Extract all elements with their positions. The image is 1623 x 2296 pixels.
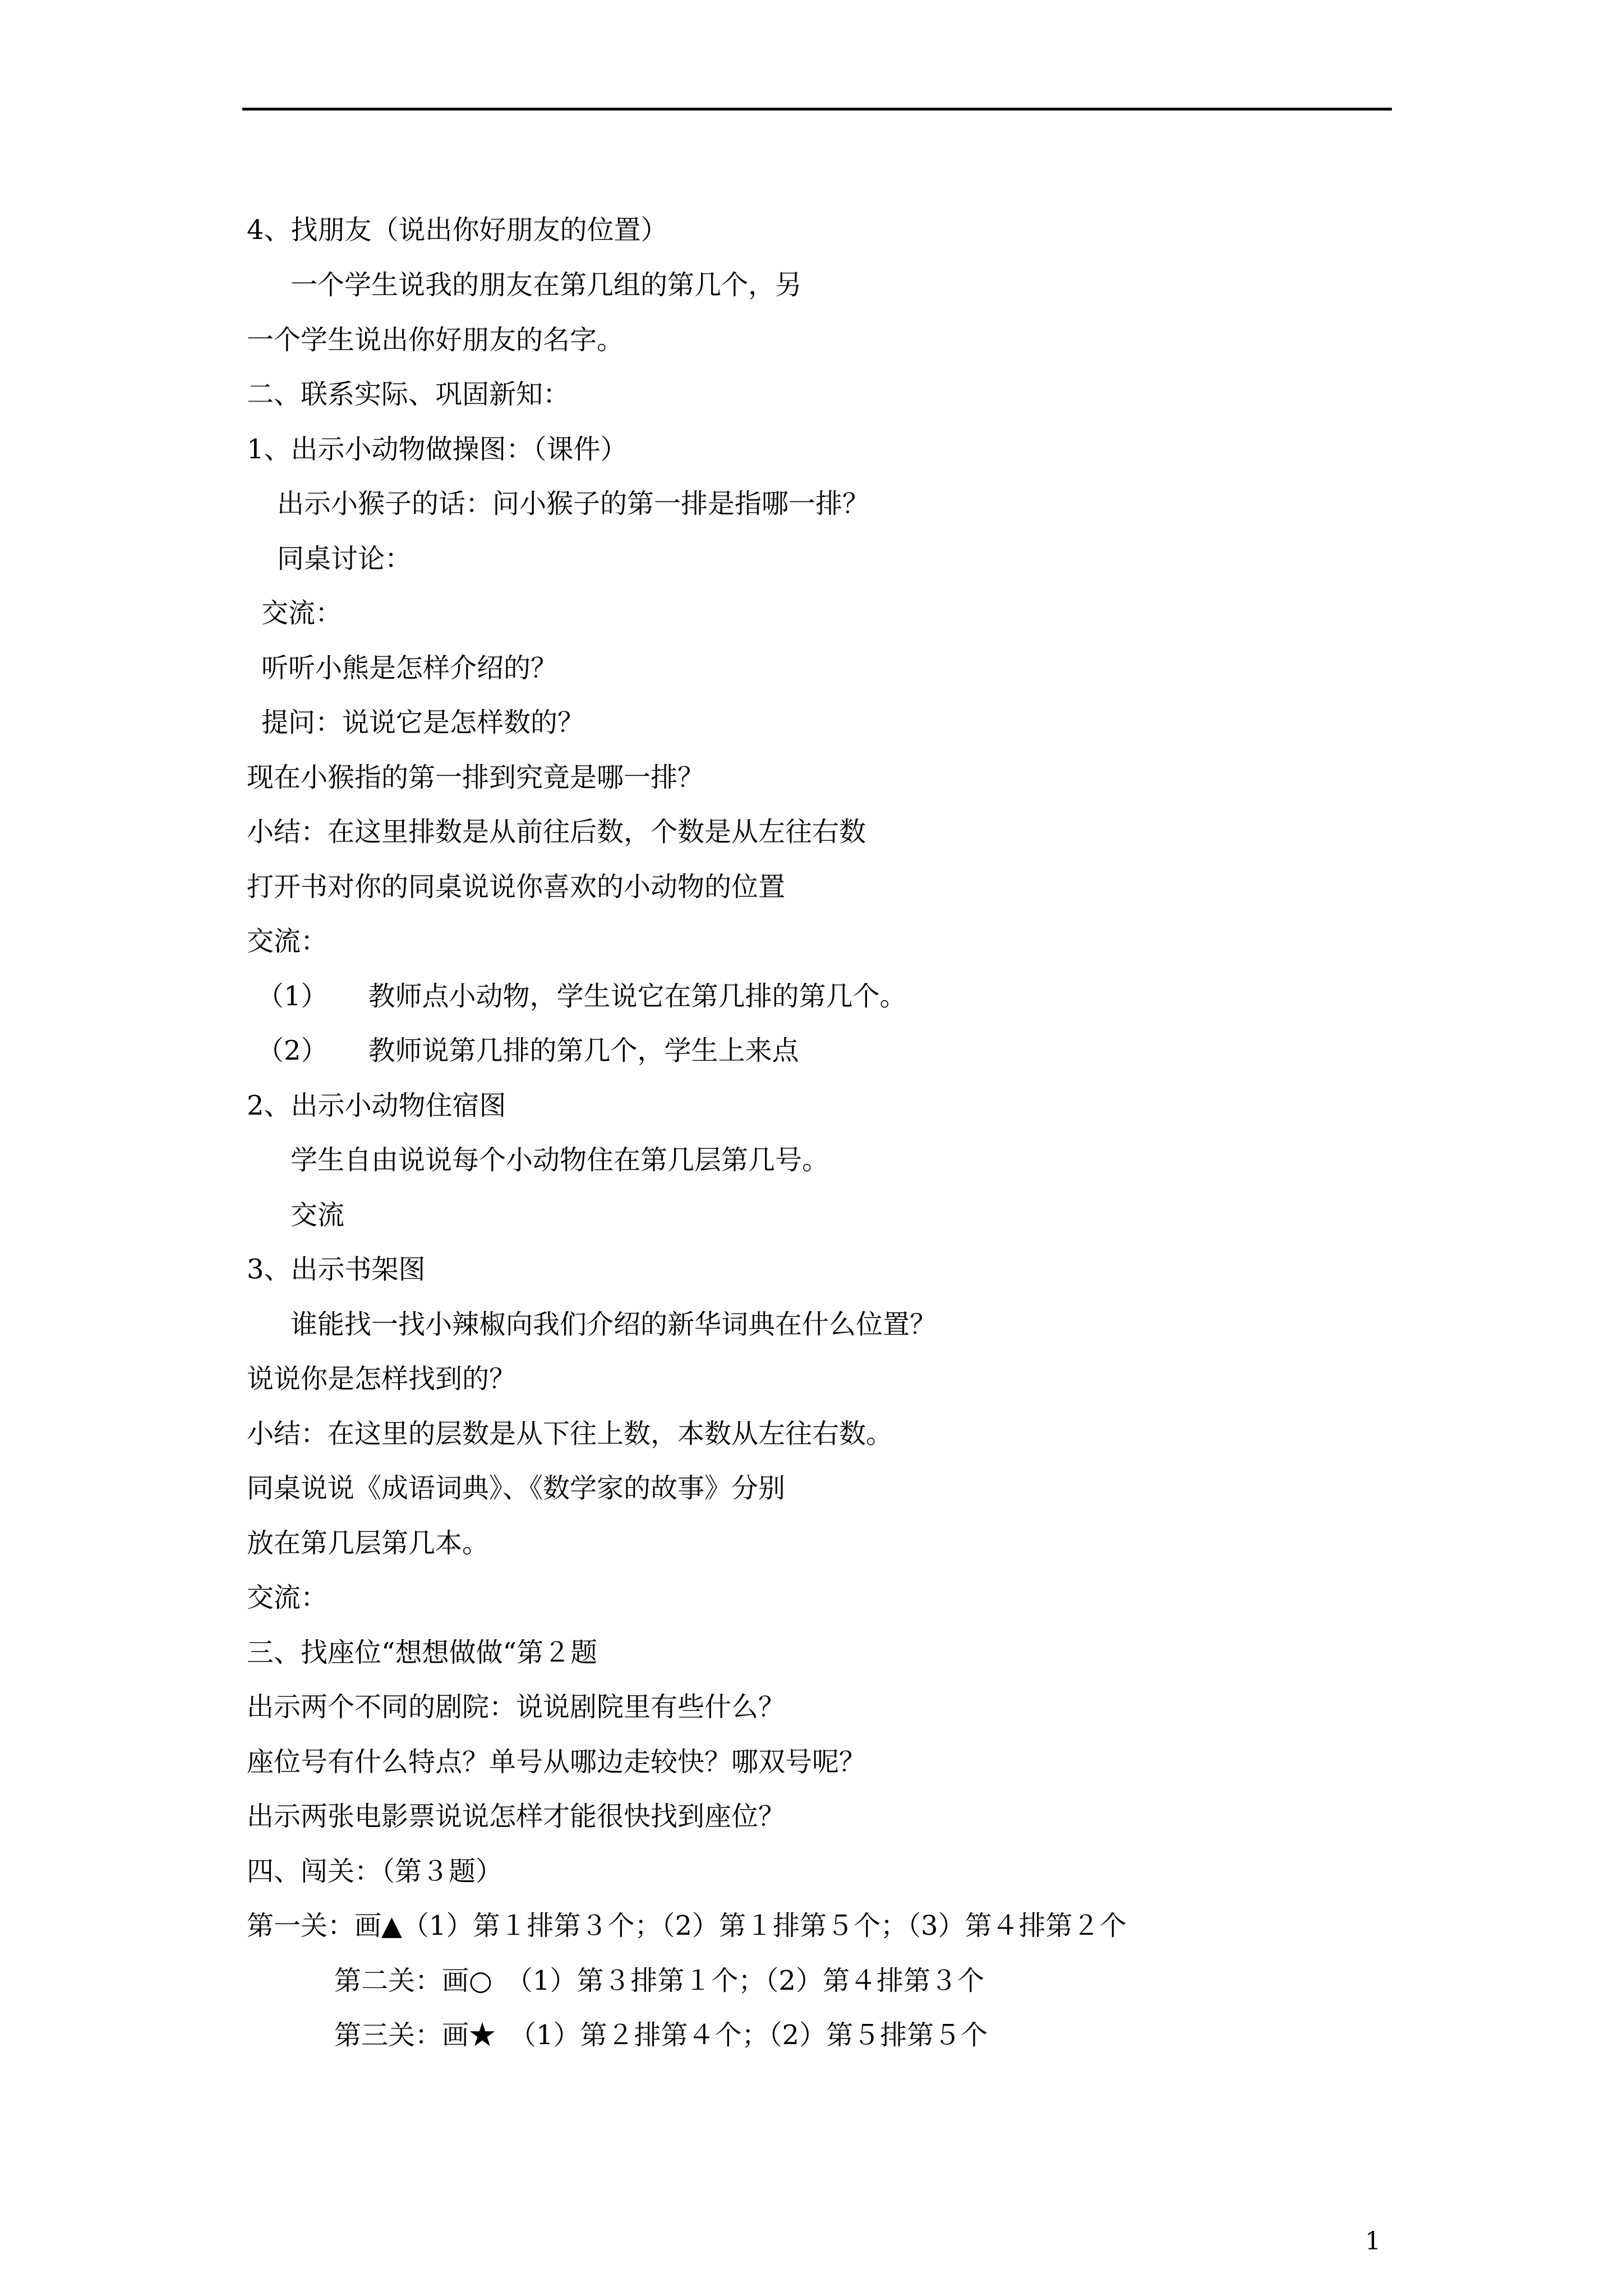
heading-find-friend: 4、找朋友（说出你好朋友的位置） xyxy=(247,214,668,246)
level-three-line: 第三关：画★ （1）第２排第４个；（2）第５排第５个 xyxy=(334,2019,988,2051)
paragraph-line: 现在小猴指的第一排到究竟是哪一排？ xyxy=(247,762,705,793)
paragraph-line: 交流： xyxy=(261,597,343,629)
paragraph-line: 提问：说说它是怎样数的？ xyxy=(261,707,585,738)
paragraph-line: 交流： xyxy=(247,1582,328,1613)
subsection-heading: 3、出示书架图 xyxy=(247,1254,426,1285)
section-heading: 二、联系实际、巩固新知： xyxy=(247,379,570,410)
paragraph-line: 学生自由说说每个小动物住在第几层第几号。 xyxy=(291,1144,829,1176)
list-item: （1） 教师点小动物，学生说它在第几排的第几个。 xyxy=(257,981,907,1012)
summary-line: 小结：在这里排数是从前往后数，个数是从左往右数 xyxy=(247,816,866,848)
paragraph-line: 出示小猴子的话：问小猴子的第一排是指哪一排？ xyxy=(277,488,870,519)
level-one-line: 第一关：画▲（1）第１排第３个；（2）第１排第５个；（3）第４排第２个 xyxy=(247,1910,1127,1941)
paragraph-line: 交流： xyxy=(247,926,328,957)
paragraph-line: 出示两张电影票说说怎样才能很快找到座位？ xyxy=(247,1801,786,1832)
paragraph-line: 一个学生说我的朋友在第几组的第几个，另 xyxy=(291,269,803,301)
section-heading: 四、闯关：（第３题） xyxy=(247,1856,503,1887)
level-two-line: 第二关：画○ （1）第３排第１个；（2）第４排第３个 xyxy=(334,1965,984,1996)
summary-line: 小结：在这里的层数是从下往上数，本数从左往右数。 xyxy=(247,1418,893,1450)
paragraph-line: 出示两个不同的剧院：说说剧院里有些什么？ xyxy=(247,1691,786,1723)
paragraph-line: 说说你是怎样找到的？ xyxy=(247,1363,517,1395)
subsection-heading: 1、出示小动物做操图：（课件） xyxy=(247,434,628,465)
subsection-heading: 2、出示小动物住宿图 xyxy=(247,1090,506,1121)
header-rule xyxy=(242,108,1392,111)
paragraph-line: 座位号有什么特点？单号从哪边走较快？哪双号呢？ xyxy=(247,1746,866,1778)
paragraph-line: 谁能找一找小辣椒向我们介绍的新华词典在什么位置？ xyxy=(291,1309,937,1340)
paragraph-line: 放在第几层第几本。 xyxy=(247,1527,490,1559)
paragraph-line: 听听小熊是怎样介绍的？ xyxy=(261,652,558,684)
list-item: （2） 教师说第几排的第几个，学生上来点 xyxy=(257,1035,799,1066)
section-heading: 三、找座位“想想做做“第２题 xyxy=(247,1637,598,1668)
paragraph-line: 同桌说说《成语词典》、《数学家的故事》分别 xyxy=(247,1473,786,1504)
paragraph-line: 交流 xyxy=(291,1199,345,1231)
paragraph-line: 同桌讨论： xyxy=(277,543,412,574)
page-number: 1 xyxy=(1365,2227,1381,2256)
paragraph-line: 一个学生说出你好朋友的名字。 xyxy=(247,324,624,356)
paragraph-line: 打开书对你的同桌说说你喜欢的小动物的位置 xyxy=(247,871,786,903)
